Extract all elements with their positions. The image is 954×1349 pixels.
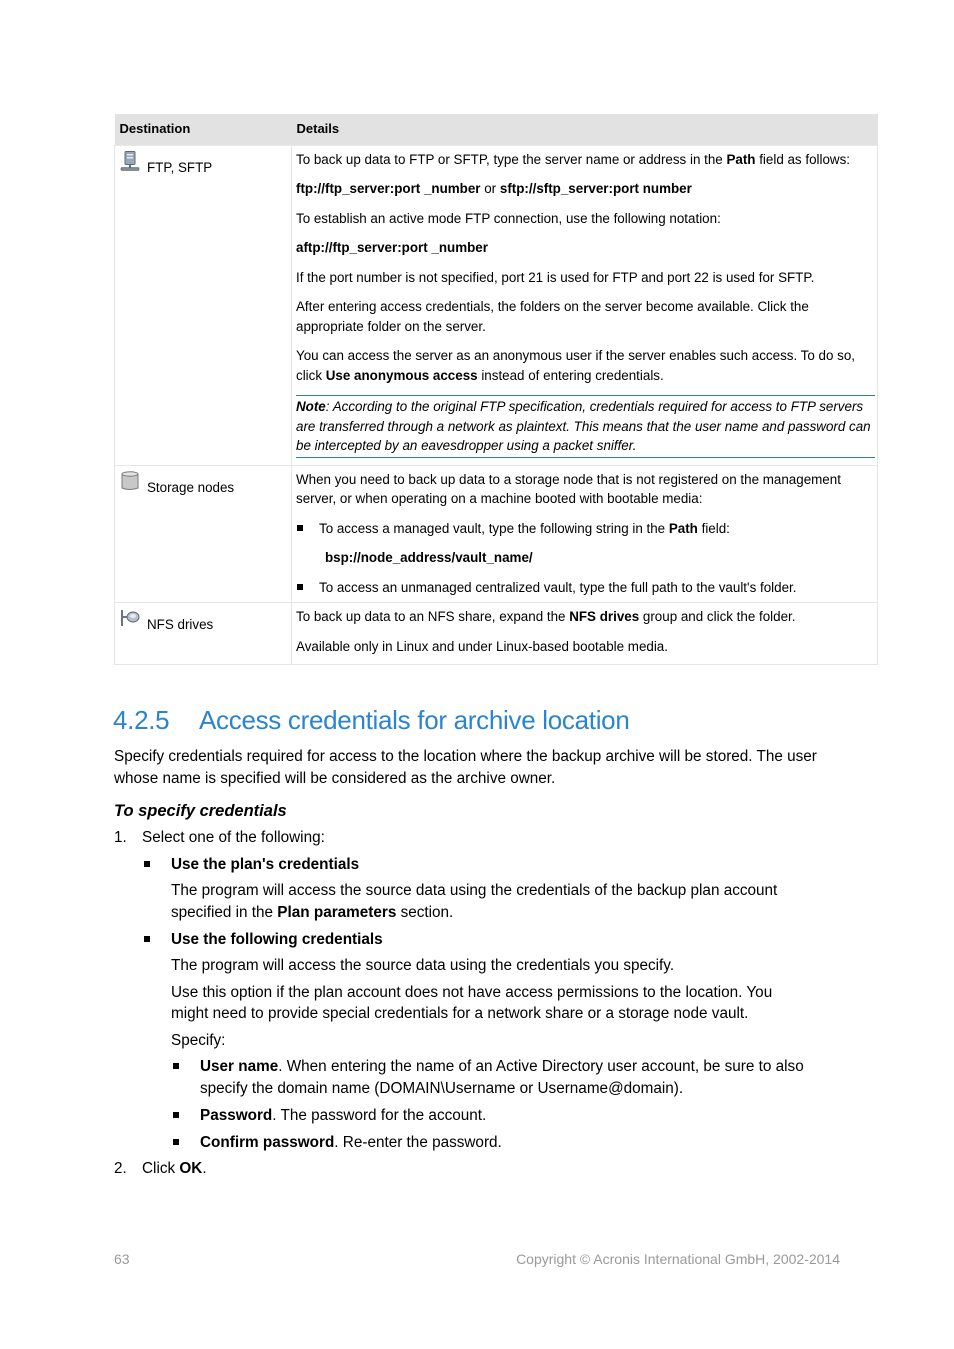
details-cell-storage xyxy=(292,465,878,603)
destination-label-nfs: NFS drives xyxy=(147,617,214,632)
copyright: Copyright © Acronis International GmbH, 2002-2014 xyxy=(516,1251,840,1267)
ftp-paragraph-syntax: ftp://ftp_server:port _number or sftp://sftp_server:port number xyxy=(296,181,692,196)
storage-paragraph-intro: When you need to back up data to a storage node that is not registered on the management server, or when operating on a machine booted with bootable media: xyxy=(296,471,841,506)
ftp-paragraph-folders: After entering access credentials, the folders on the server become available. Click the appropriate folder on the server. xyxy=(296,299,809,334)
section-number: 4.2.5 xyxy=(113,705,170,735)
step-number: 2. xyxy=(114,1160,127,1177)
option-plan-text-2: specified in the Plan parameters section. xyxy=(171,904,454,921)
sub-confirm-password: Confirm password. Re-enter the password. xyxy=(200,1134,502,1151)
bullet-marker xyxy=(144,861,150,867)
ftp-paragraph-active: To establish an active mode FTP connection, use the following notation: xyxy=(296,210,721,226)
destination-cell xyxy=(115,465,292,603)
storage-code: bsp://node_address/vault_name/ xyxy=(325,550,533,565)
bullet-marker xyxy=(173,1139,179,1145)
step-text: Select one of the following: xyxy=(142,829,325,846)
procedure-title: To specify credentials xyxy=(114,802,287,820)
ftp-paragraph-path: To back up data to FTP or SFTP, type the server name or address in the Path field as follows: xyxy=(296,151,851,167)
destination-label-storage: Storage nodes xyxy=(147,479,235,495)
nfs-paragraph-expand: To back up data to an NFS share, expand the NFS drives group and click the folder. xyxy=(296,609,796,624)
details-cell-nfs xyxy=(292,603,878,665)
sub-password: Password. The password for the account. xyxy=(200,1107,487,1124)
option-plan-text-1: The program will access the source data using the credentials of the backup plan account xyxy=(171,882,778,899)
option-following-text-1: The program will access the source data using the credentials you specify. xyxy=(171,957,675,974)
sub-user-name-2: specify the domain name (DOMAIN\Username or Username@domain). xyxy=(200,1080,684,1097)
table-header-row xyxy=(115,114,878,145)
storage-bullet-unmanaged: To access an unmanaged centralized vault, type the full path to the vault's folder. xyxy=(296,578,873,598)
step-2: 2. Click OK. xyxy=(114,1158,207,1180)
sub-user-name-1: User name. When entering the name of an Active Directory user account, be sure to also xyxy=(200,1058,804,1075)
storage-bullet-managed: To access a managed vault, type the following string in the Path field: xyxy=(296,519,873,539)
ftp-paragraph-anonymous: You can access the server as an anonymous user if the server enables such access. To do so, click Use anonymous access instead of entering credentials. xyxy=(296,348,855,383)
header-details: Details xyxy=(292,114,878,145)
bullet-marker xyxy=(173,1112,179,1118)
header-destination: Destination xyxy=(115,114,292,145)
nfs-drive-icon xyxy=(120,608,140,630)
nfs-paragraph-availability: Available only in Linux and under Linux-based bootable media. xyxy=(296,638,668,654)
table-row-nfs xyxy=(115,603,878,665)
note-text: : According to the original FTP specification, credentials required for access to FTP servers are transferred through a network as plaintext. This means that the user name and password can be intercepted by an eavesdropper using a packet sniffer. xyxy=(296,399,871,453)
details-cell-ftp xyxy=(292,145,878,465)
storage-node-icon xyxy=(120,471,140,493)
destination-cell xyxy=(115,145,292,465)
bullet-marker xyxy=(173,1063,179,1069)
ftp-note xyxy=(296,395,875,458)
section-title: Access credentials for archive location xyxy=(199,705,630,735)
option-following-credentials: Use the following credentials xyxy=(171,931,383,948)
option-specify: Specify: xyxy=(171,1032,226,1049)
section-heading xyxy=(113,705,630,736)
section-intro: Specify credentials required for access to the location where the backup archive will be stored. The user whose name is specified will be considered as the archive owner. xyxy=(114,748,817,787)
step-1 xyxy=(114,827,325,849)
option-plan-credentials: Use the plan's credentials xyxy=(171,856,360,873)
ftp-server-icon xyxy=(120,151,140,173)
bullet-marker xyxy=(144,936,150,942)
page-number: 63 xyxy=(114,1251,130,1267)
note-label: Note xyxy=(296,399,326,414)
destination-cell xyxy=(115,603,292,665)
ftp-paragraph-aftp: aftp://ftp_server:port _number xyxy=(296,240,488,255)
option-following-text-2b: might need to provide special credentials for a network share or a storage node vault. xyxy=(171,1005,749,1022)
step-number: 1. xyxy=(114,829,127,846)
option-following-text-2a: Use this option if the plan account does not have access permissions to the location. You xyxy=(171,984,773,1001)
ftp-paragraph-port: If the port number is not specified, port 21 is used for FTP and port 22 is used for SFTP. xyxy=(296,269,815,285)
table-row-storage xyxy=(115,465,878,603)
destinations-table xyxy=(114,114,878,665)
destination-label-ftp: FTP, SFTP xyxy=(147,159,213,175)
table-row-ftp xyxy=(115,145,878,465)
